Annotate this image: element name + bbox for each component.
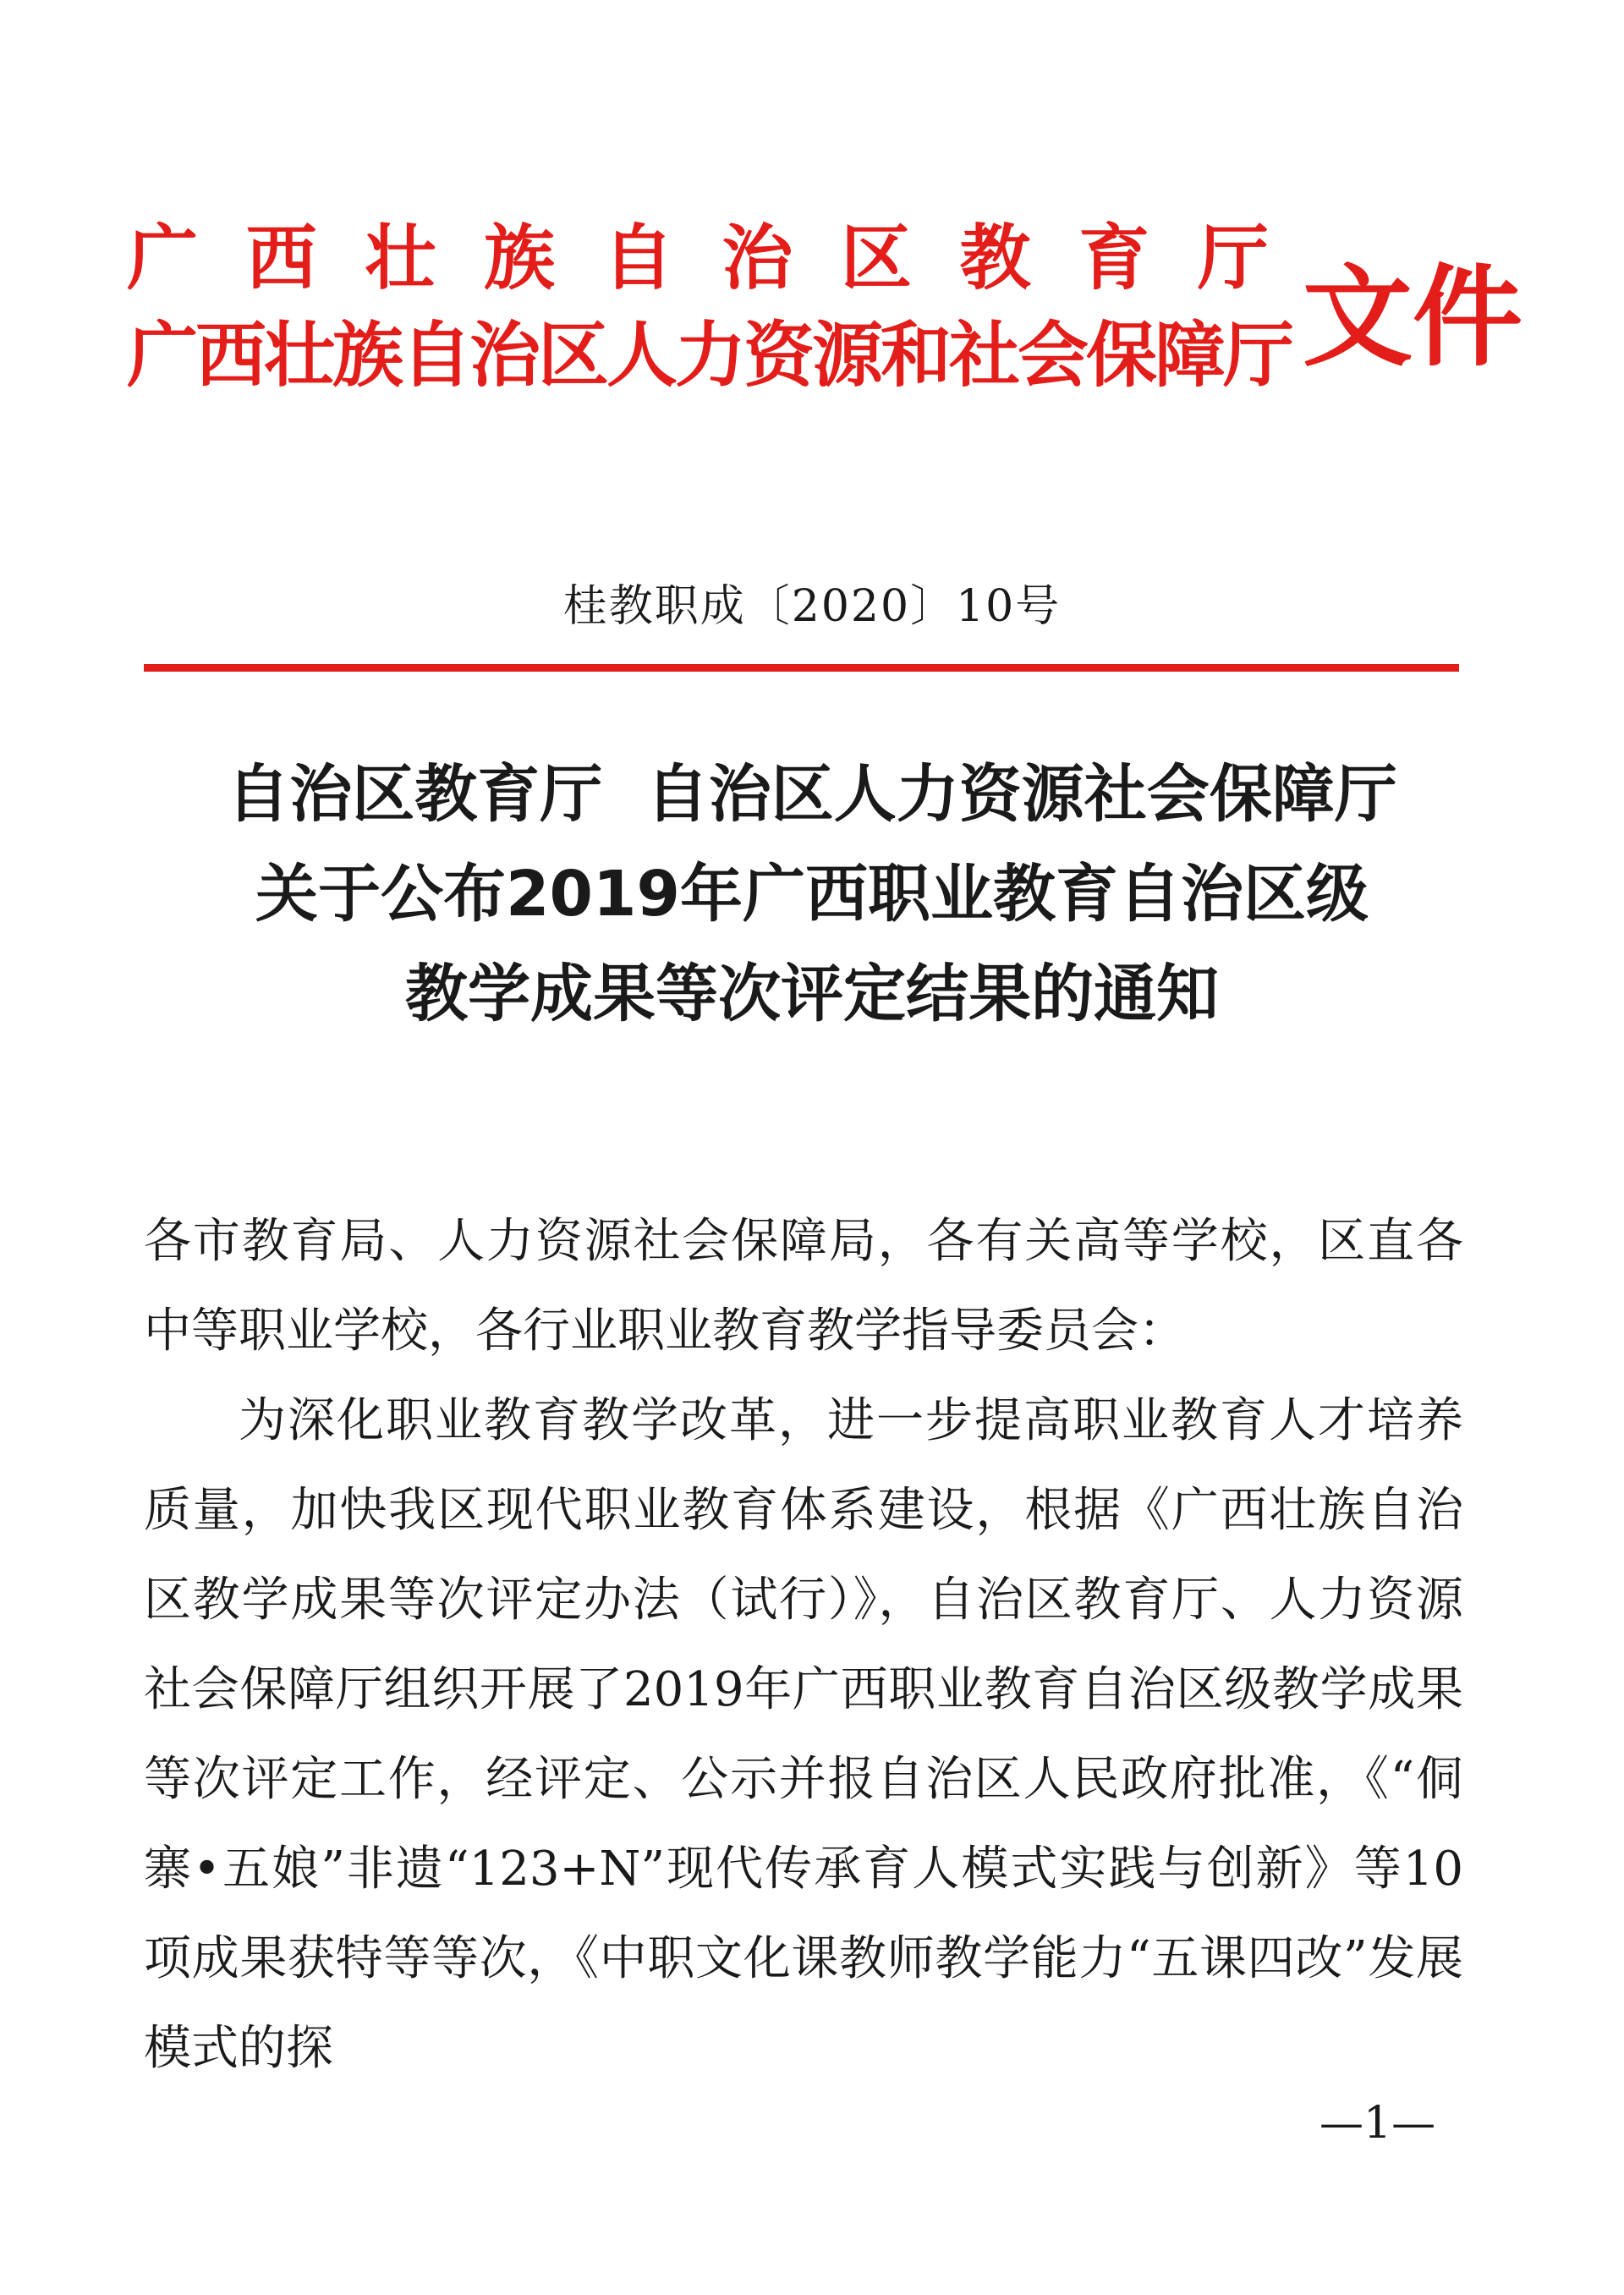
addressee-paragraph: 各市教育局、人力资源社会保障局，各有关高等学校，区直各中等职业学校，各行业职业教育教学指导委员会：: [144, 1214, 1463, 1359]
document-body: [144, 1197, 1463, 2094]
title-line-2: 关于公布2019年广西职业教育自治区级: [255, 858, 1369, 931]
title-line-1: 自治区教育厅 自治区人力资源社会保障厅: [227, 758, 1397, 831]
red-divider-line: [144, 664, 1459, 672]
document-title: [0, 744, 1624, 1044]
document-type-label: 文件: [1303, 253, 1523, 382]
title-line-3: 教学成果等次评定结果的通知: [405, 958, 1219, 1030]
issuer-education-department: 广 西 壮 族 自 治 区 教 育 厅: [127, 217, 1269, 299]
page-number: —1—: [1320, 2098, 1436, 2149]
body-paragraph-1: 为深化职业教育教学改革，进一步提高职业教育人才培养质量，加快我区现代职业教育体系建设，根据《广西壮族自治区教学成果等次评定办法（试行）》，自治区教育厅、人力资源社会保障厅组织开展了2019年广西职业教育自治区级教学成果等次评定工作，经评定、公示并报自治区人民政府批准，《“侗寨•五娘”非遗“123+N”现代传承育人模式实践与创新》等10项成果获特等等次，《中职文化课教师教学能力“五课四改”发展模式的探: [144, 1393, 1463, 2076]
issuer-hrss-department: 广西壮族自治区人力资源和社会保障厅: [127, 314, 1292, 397]
document-header: [127, 216, 1523, 427]
document-number: 桂教职成〔2020〕10号: [562, 581, 1062, 632]
